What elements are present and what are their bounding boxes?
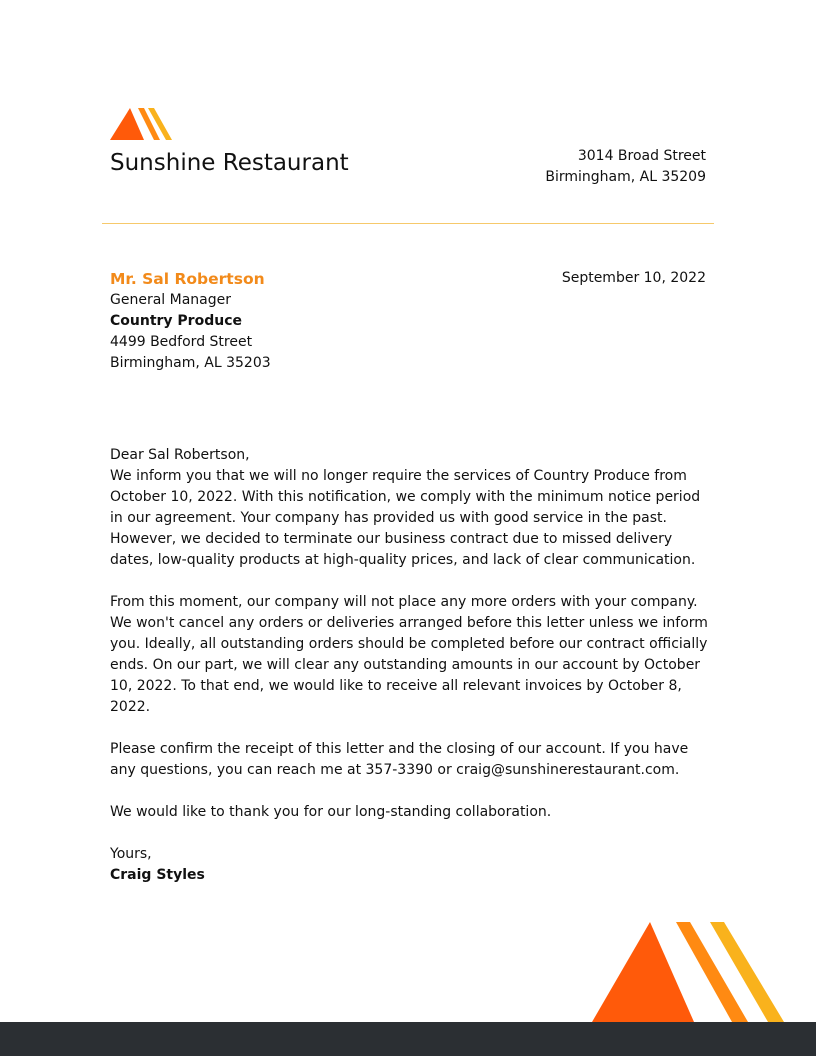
recipient-block: [110, 268, 271, 374]
recipient-address-line2: Birmingham, AL 35203: [110, 355, 271, 371]
paragraph-1: We inform you that we will no longer require the services of Country Produce from October 10, 2022. With this notification, we comply with the minimum notice period in our agreement. Your company has provided us with good service in the past. However, we decided to terminate our business contract due to missed delivery dates, low-quality products at high-quality prices, and lack of clear communication.: [110, 468, 701, 568]
paragraph-2: From this moment, our company will not place any more orders with your company. We won't cancel any orders or deliveries arranged before this letter unless we inform you. Ideally, all outstanding orders should be completed before our contract officially ends. On our part, we will clear any outstanding amounts in our account by October 10, 2022. To that end, we would like to receive all relevant invoices by October 8, 2022.: [110, 594, 708, 715]
recipient-title: General Manager: [110, 292, 231, 308]
footer-bar: [0, 1022, 816, 1056]
salutation: Dear Sal Robertson,: [110, 447, 250, 463]
paragraph-3: Please confirm the receipt of this letter and the closing of our account. If you have any questions, you can reach me at 357-3390 or craig@sunshinerestaurant.com.: [110, 741, 689, 778]
letter-date: September 10, 2022: [561, 270, 706, 286]
closing: Yours,: [110, 846, 152, 862]
recipient-company: Country Produce: [110, 313, 242, 329]
footer-triangle-stripes-icon: [590, 920, 786, 1024]
recipient-name: Mr. Sal Robertson: [110, 270, 265, 288]
letter-body: [110, 445, 708, 886]
sender-address: [545, 146, 706, 188]
recipient-address-line1: 4499 Bedford Street: [110, 334, 253, 350]
sender-address-line1: 3014 Broad Street: [577, 148, 706, 164]
signature: Craig Styles: [110, 867, 205, 883]
sender-address-line2: Birmingham, AL 35209: [545, 169, 706, 185]
header-divider: [102, 223, 714, 224]
company-name: Sunshine Restaurant: [110, 150, 349, 176]
paragraph-4: We would like to thank you for our long-standing collaboration.: [110, 804, 552, 820]
triangle-stripes-logo-icon: [110, 106, 174, 142]
